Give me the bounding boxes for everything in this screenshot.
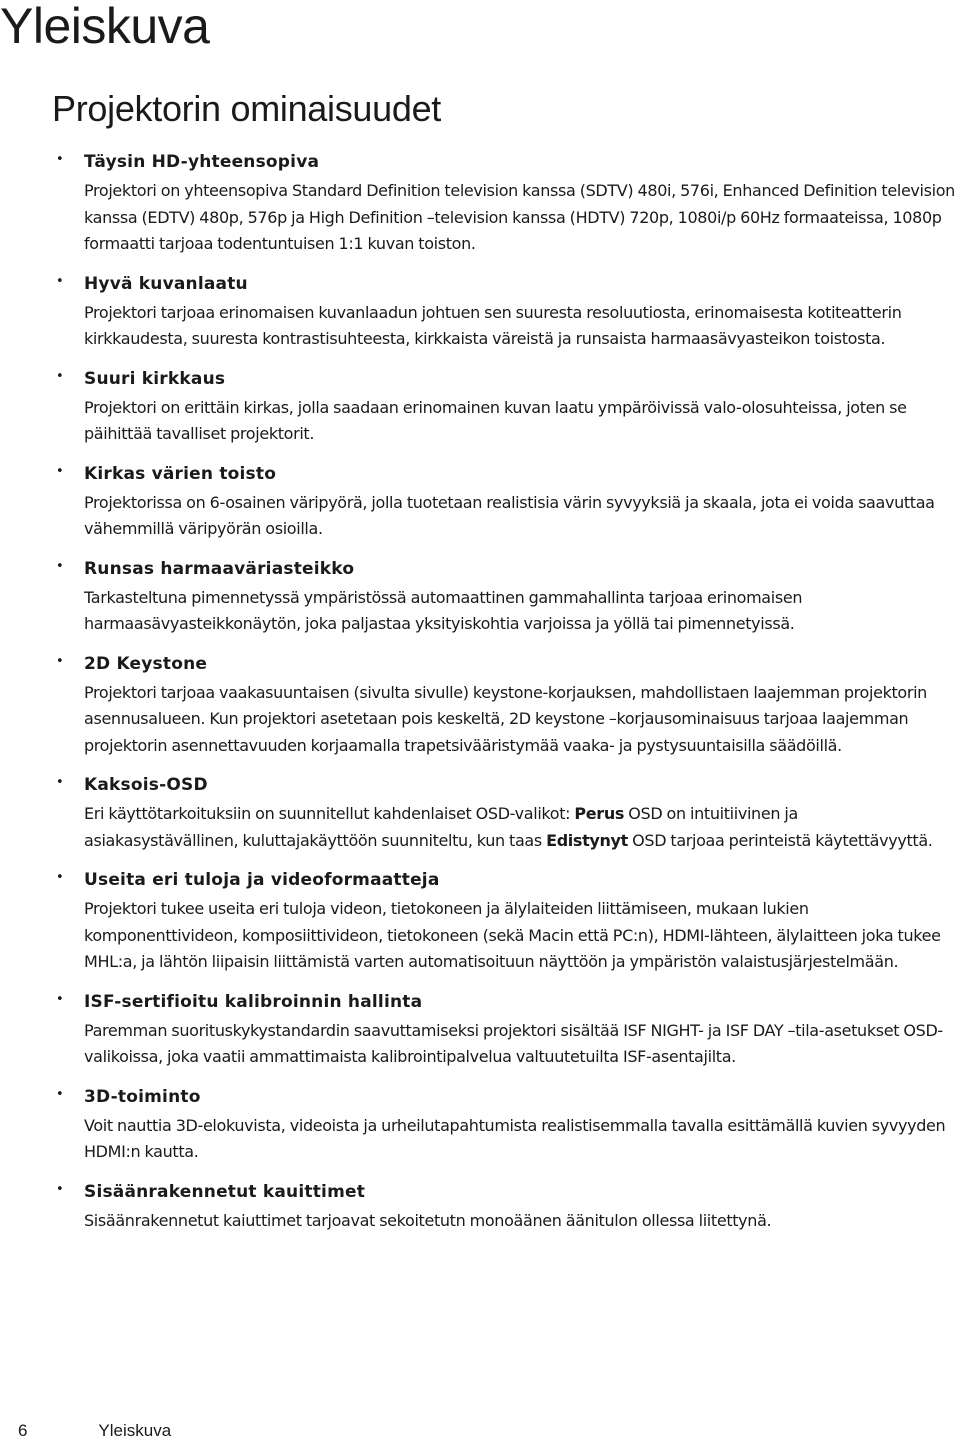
feature-description: Sisäänrakennetut kaiuttimet tarjoavat sekoitetutn monoäänen äänitulon ollessa liitettynä. — [84, 1210, 772, 1230]
description-text: OSD tarjoaa perinteistä käytettävyyttä. — [627, 830, 933, 850]
osd-mode-edistynyt: Edistynyt — [546, 830, 628, 850]
bullet-icon: • — [56, 558, 64, 574]
page-number: 6 — [18, 1421, 28, 1440]
feature-title: 3D-toiminto — [84, 1086, 201, 1107]
feature-description: Projektorissa on 6-osainen väripyörä, jolla tuotetaan realistisia värin syvyyksiä ja skaala, jota ei voida saavuttaa vähemmillä väripyörän osioilla. — [84, 492, 935, 538]
chapter-title: Yleiskuva — [0, 0, 210, 54]
feature-description: Projektori on erittäin kirkas, jolla saadaan erinomainen kuvan laatu ympäröivissä valo-olosuhteissa, joten se päihittää tavalliset projektorit. — [84, 397, 907, 443]
feature-item — [0, 553, 960, 638]
feature-item — [0, 363, 960, 448]
bullet-icon: • — [56, 991, 64, 1007]
feature-description — [84, 801, 956, 854]
feature-title: Runsas harmaaväriasteikko — [84, 558, 355, 579]
bullet-icon: • — [56, 1181, 64, 1197]
feature-description: Projektori tukee useita eri tuloja videon, tietokoneen ja älylaiteiden liittämiseen, mukaan lukien komponenttivideon, komposiittivideon, tietokoneen (sekä Macin että PC:n), HDMI-lähteen, älylaitteen joka tukee MHL:a, ja lähtön liipaisin liittämistä varten automatisoituun näyttöön ja ympäristön valaistusjärjestelmään. — [84, 899, 941, 971]
feature-title: Hyvä kuvanlaatu — [84, 273, 248, 294]
feature-list — [0, 146, 960, 1244]
feature-item — [0, 146, 960, 258]
feature-title: Suuri kirkkaus — [84, 368, 226, 389]
feature-title: Sisäänrakennetut kauittimet — [84, 1181, 366, 1202]
feature-item — [0, 268, 960, 353]
bullet-icon: • — [56, 653, 64, 669]
footer-chapter-label: Yleiskuva — [98, 1421, 172, 1440]
feature-description: Tarkasteltuna pimennetyssä ympäristössä automaattinen gammahallinta tarjoaa erinomaisen harmaasävyasteikkonäytön, joka paljastaa yksityiskohtia varjoissa ja yöllä tai pimennetyissä. — [84, 587, 803, 633]
feature-item — [0, 986, 960, 1071]
bullet-icon: • — [56, 1086, 64, 1102]
feature-item — [0, 1081, 960, 1166]
feature-title: Kaksois-OSD — [84, 775, 208, 795]
feature-title: Täysin HD-yhteensopiva — [84, 152, 320, 172]
feature-description: Projektori tarjoaa erinomaisen kuvanlaadun johtuen sen suuresta resoluutiosta, erinomaisesta kotiteatterin kirkkaudesta, suuresta kontrastisuhteesta, kirkkaista väreistä ja runsaista harmaasävyasteikon toistosta. — [84, 302, 902, 348]
section-title: Projektorin ominaisuudet — [52, 88, 442, 129]
feature-item — [0, 864, 960, 976]
bullet-icon: • — [56, 368, 64, 384]
feature-description: Voit nauttia 3D-elokuvista, videoista ja urheilutapahtumista realistisemmalla tavalla esittämällä kuvien syvyyden HDMI:n kautta. — [84, 1115, 946, 1161]
description-text: OSD on intuitiivinen ja asiakasystävällinen, kuluttajakäyttöön suunniteltu, kun taas — [84, 804, 798, 850]
feature-item — [0, 769, 960, 854]
feature-description: Projektori tarjoaa vaakasuuntaisen (sivulta sivulle) keystone-korjauksen, mahdollistaen laajemman projektorin asennusalueen. Kun projektori asetetaan pois keskeltä, 2D keystone –korjausominaisuus tarjoaa laajemman projektorin asennettavuuden korjaamalla trapetsivääristymää vaaka- ja pystysuuntaisilla säädöillä. — [84, 682, 927, 755]
feature-description: Projektori on yhteensopiva Standard Definition television kanssa (SDTV) 480i, 576i, Enhanced Definition television kanssa (EDTV) 480p, 576p ja High Definition –television kanssa (HDTV) 720p, 1080i/p 60Hz formaateissa, 1080p formaatti tarjoaa todentuntuisen 1:1 kuvan toiston. — [84, 181, 955, 253]
osd-mode-perus: Perus — [574, 804, 625, 823]
feature-title: Kirkas värien toisto — [84, 463, 277, 484]
feature-description: Paremman suorituskykystandardin saavuttamiseksi projektori sisältää ISF NIGHT- ja ISF DAY –tila-asetukset OSD-valikoissa, joka vaatii ammattimaista kalibrointipalvelua valtuutetuilta ISF-asentajilta. — [84, 1020, 943, 1066]
bullet-icon: • — [56, 273, 64, 289]
feature-item — [0, 458, 960, 543]
feature-title: 2D Keystone — [84, 653, 208, 674]
feature-item — [0, 1176, 960, 1235]
feature-item — [0, 648, 960, 760]
feature-title: Useita eri tuloja ja videoformaatteja — [84, 870, 440, 890]
page-footer — [18, 1420, 171, 1442]
feature-title: ISF-sertifioitu kalibroinnin hallinta — [84, 991, 423, 1012]
description-text: Eri käyttötarkoituksiin on suunnitellut kahdenlaiset OSD-valikot: — [84, 804, 575, 823]
bullet-icon: • — [56, 775, 64, 790]
bullet-icon: • — [56, 463, 64, 479]
bullet-icon: • — [56, 152, 64, 167]
bullet-icon: • — [56, 870, 64, 885]
